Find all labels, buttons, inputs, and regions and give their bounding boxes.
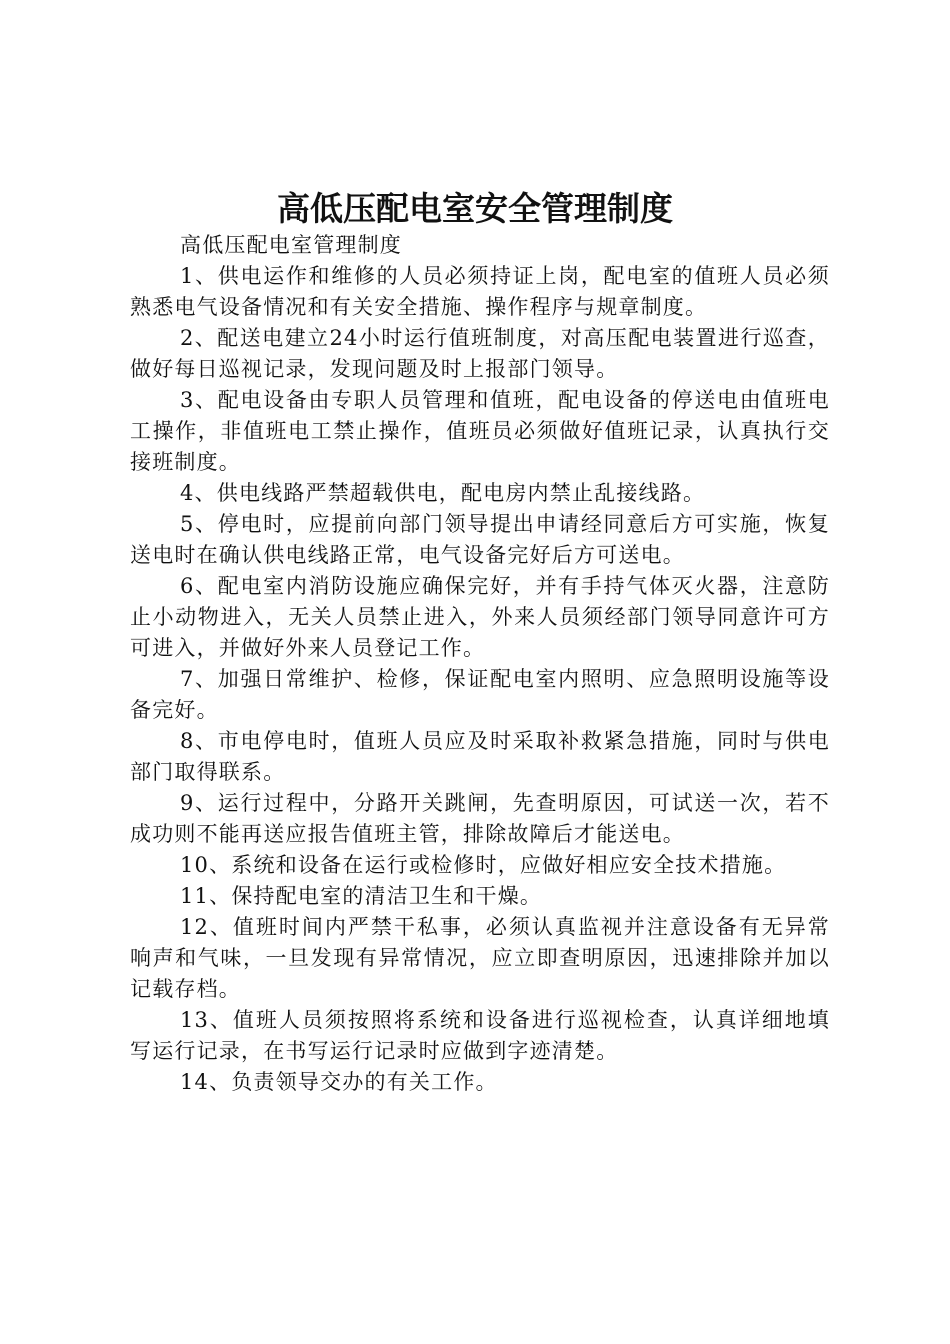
rule-paragraph-12: 12、值班时间内严禁干私事，必须认真监视并注意设备有无异常响声和气味，一旦发现有异常情况，应立即查明原因，迅速排除并加以记载存档。 — [130, 915, 830, 1001]
document-title: 高低压配电室安全管理制度 — [277, 189, 673, 228]
rule-paragraph-4: 4、供电线路严禁超载供电，配电房内禁止乱接线路。 — [180, 481, 706, 505]
document-subtitle: 高低压配电室管理制度 — [180, 233, 402, 257]
rule-paragraph-9: 9、运行过程中，分路开关跳闸，先查明原因，可试送一次，若不成功则不能再送应报告值班主管，排除故障后才能送电。 — [130, 791, 830, 846]
rule-paragraph-13: 13、值班人员须按照将系统和设备进行巡视检查，认真详细地填写运行记录，在书写运行记录时应做到字迹清楚。 — [130, 1008, 830, 1063]
rule-paragraph-2: 2、配送电建立24小时运行值班制度，对高压配电装置进行巡查，做好每日巡视记录，发现问题及时上报部门领导。 — [130, 326, 830, 381]
rule-paragraph-5: 5、停电时，应提前向部门领导提出申请经同意后方可实施，恢复送电时在确认供电线路正常，电气设备完好后方可送电。 — [130, 512, 830, 567]
rule-paragraph-3: 3、配电设备由专职人员管理和值班，配电设备的停送电由值班电工操作，非值班电工禁止操作，值班员必须做好值班记录，认真执行交接班制度。 — [130, 388, 830, 474]
rule-paragraph-6: 6、配电室内消防设施应确保完好，并有手持气体灭火器，注意防止小动物进入，无关人员禁止进入，外来人员须经部门领导同意许可方可进入，并做好外来人员登记工作。 — [130, 574, 830, 660]
rule-paragraph-10: 10、系统和设备在运行或检修时，应做好相应安全技术措施。 — [180, 853, 787, 877]
rule-paragraph-8: 8、市电停电时，值班人员应及时采取补救紧急措施，同时与供电部门取得联系。 — [130, 729, 830, 784]
rule-paragraph-11: 11、保持配电室的清洁卫生和干燥。 — [180, 884, 543, 908]
document-body — [130, 230, 830, 1098]
rule-paragraph-7: 7、加强日常维护、检修，保证配电室内照明、应急照明设施等设备完好。 — [130, 667, 830, 722]
rule-paragraph-1: 1、供电运作和维修的人员必须持证上岗，配电室的值班人员必须熟悉电气设备情况和有关安全措施、操作程序与规章制度。 — [130, 264, 830, 319]
rule-paragraph-14: 14、负责领导交办的有关工作。 — [180, 1070, 498, 1094]
